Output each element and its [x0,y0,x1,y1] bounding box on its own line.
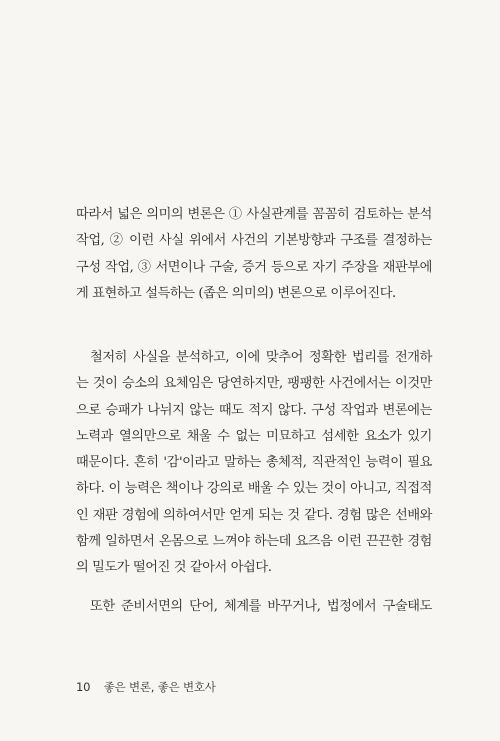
text-line: 구성 작업, ③ 서면이나 구술, 증거 등으로 자기 주장을 재판부에 [76,259,432,275]
text-line: 인 재판 경험에 의하여서만 얻게 되는 것 같다. 경험 많은 선배와 [76,507,432,523]
page-number: 10 [76,680,91,694]
text-line: 작업, ② 이런 사실 위에서 사건의 기본방향과 구조를 결정하는 [76,233,432,249]
text-line: 따라서 넓은 의미의 변론은 ① 사실관계를 꼼꼼히 검토하는 분석 [76,207,432,222]
page-footer [76,679,216,695]
text-line: 으로 승패가 나뉘지 않는 때도 적지 않다. 구성 작업과 변론에는 [76,402,432,418]
paragraph-continuation [76,594,432,620]
text-line: 는 것이 승소의 요체임은 당연하지만, 팽팽한 사건에서는 이것만 [76,376,432,392]
text-line: 함께 일하면서 온몸으로 느껴야 하는데 요즈음 이런 끈끈한 경험 [76,534,432,550]
text-line: 하다. 이 능력은 책이나 강의로 배울 수 있는 것이 아니고, 직접적 [76,481,432,497]
text-line: 철저히 사실을 분석하고, 이에 맞추어 정확한 법리를 전개하 [90,350,432,365]
text-line: 게 표현하고 설득하는 (좁은 의미의) 변론으로 이루어진다. [76,285,396,301]
text-line: 의 밀도가 떨어진 것 같아서 아쉽다. [76,560,272,576]
running-title: 좋은 변론, 좋은 변호사 [103,680,216,694]
paragraph-intuition [76,345,432,582]
paragraph-debate-definition [76,202,432,307]
text-line: 또한 준비서면의 단어, 체계를 바꾸거나, 법정에서 구술태도 [90,599,432,614]
text-line: 때문이다. 흔히 '감'이라고 말하는 총체적, 직관적인 능력이 필요 [76,455,432,471]
text-line: 노력과 열의만으로 채울 수 없는 미묘하고 섬세한 요소가 있기 [76,428,432,444]
